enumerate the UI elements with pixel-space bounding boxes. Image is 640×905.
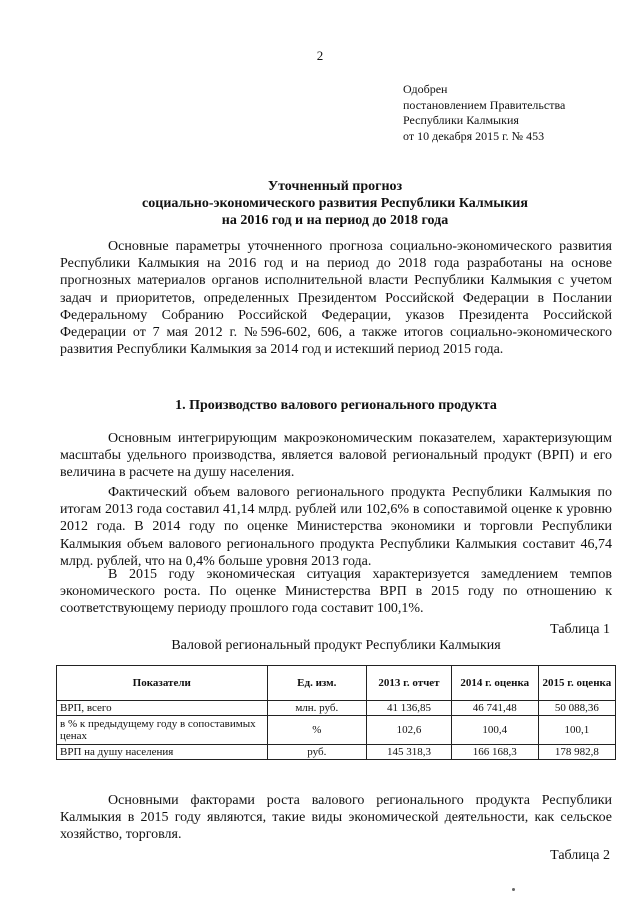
table-cell: 178 982,8 bbox=[538, 745, 615, 760]
table-header-cell: 2015 г. оценка bbox=[538, 666, 615, 701]
approval-line: от 10 декабря 2015 г. № 453 bbox=[403, 128, 545, 143]
approval-line: постановлением Правительства bbox=[403, 97, 566, 112]
title-line: социально-экономического развития Республики Калмыкия bbox=[142, 196, 528, 211]
table-cell: % bbox=[267, 716, 367, 745]
table-header-cell: 2014 г. оценка bbox=[451, 666, 538, 701]
grp-table bbox=[56, 665, 616, 760]
page-number: 2 bbox=[316, 48, 324, 63]
table-cell: 102,6 bbox=[367, 716, 452, 745]
title-line: на 2016 год и на период до 2018 года bbox=[221, 213, 449, 228]
table-header-cell: Показатели bbox=[57, 666, 268, 701]
table-cell: 50 088,36 bbox=[538, 701, 615, 716]
table-cell: в % к предыдущему году в сопоставимых ценах bbox=[57, 716, 268, 745]
table-caption: Валовой региональный продукт Республики Калмыкия bbox=[171, 638, 501, 653]
table-header-row bbox=[57, 666, 616, 701]
body-paragraph: Фактический объем валового регионального продукта Республики Калмыкия по итогам 2013 года составил 41,14 млрд. рублей или 102,6% в сопоставимой оценке к уровню 2012 года. В 2014 году по оценке Министерства экономики и торговли Республики Калмыкия объем валового регионального продукта Республики Калмыкия составит 46,74 млрд. рублей, что на 0,4% больше уровня 2013 года. bbox=[60, 485, 612, 569]
table-cell: ВРП, всего bbox=[57, 701, 268, 716]
table-cell: 41 136,85 bbox=[367, 701, 452, 716]
table-cell: ВРП на душу населения bbox=[57, 745, 268, 760]
intro-paragraph: Основные параметры уточненного прогноза социально-экономического развития Республики Калмыкия на 2016 год и на период до 2018 года разработаны на основе прогнозных материалов органов исполнительной власти Республики Калмыкия с учетом задач и приоритетов, определенных Президентом Российской Федерации в Послании Федеральному Собранию Российской Федерации, указов Президента Российской Федерации от 7 мая 2012 г. №596-602, 606, а также итогов социально-экономического развития Республики Калмыкия за 2014 год и истекший период 2015 года. bbox=[60, 239, 612, 358]
table-header-cell: Ед. изм. bbox=[267, 666, 367, 701]
table-label: Таблица 2 bbox=[550, 848, 610, 863]
approval-line: Республики Калмыкия bbox=[403, 113, 519, 127]
table-cell: 100,4 bbox=[451, 716, 538, 745]
table-header-cell: 2013 г. отчет bbox=[367, 666, 452, 701]
table-row bbox=[57, 716, 616, 745]
document-title bbox=[60, 178, 610, 229]
table-cell: млн. руб. bbox=[267, 701, 367, 716]
table-cell: 100,1 bbox=[538, 716, 615, 745]
table-row bbox=[57, 745, 616, 760]
section-heading: 1. Производство валового регионального продукта bbox=[175, 398, 497, 413]
title-line: Уточненный прогноз bbox=[267, 179, 403, 194]
table-cell: 145 318,3 bbox=[367, 745, 452, 760]
table-cell: 166 168,3 bbox=[451, 745, 538, 760]
body-paragraph: В 2015 году экономическая ситуация характеризуется замедлением темпов экономического роста. По оценке Министерства ВРП в 2015 году по отношению к соответствующему периоду прошлого года составит 100,1%. bbox=[60, 567, 612, 617]
table-label: Таблица 1 bbox=[550, 622, 610, 637]
table-cell: руб. bbox=[267, 745, 367, 760]
approval-block bbox=[403, 82, 565, 144]
body-paragraph: Основным интегрирующим макроэкономическим показателем, характеризующим масштабы удельного производства, является валовой региональный продукт (ВРП) и его величина в расчете на душу населения. bbox=[60, 431, 612, 481]
scan-dot bbox=[512, 888, 515, 891]
table-row bbox=[57, 701, 616, 716]
table-cell: 46 741,48 bbox=[451, 701, 538, 716]
closing-paragraph: Основными факторами роста валового регионального продукта Республики Калмыкия в 2015 году являются, такие виды экономической деятельности, как сельское хозяйство, торговля. bbox=[60, 793, 612, 843]
approval-line: Одобрен bbox=[403, 82, 448, 96]
